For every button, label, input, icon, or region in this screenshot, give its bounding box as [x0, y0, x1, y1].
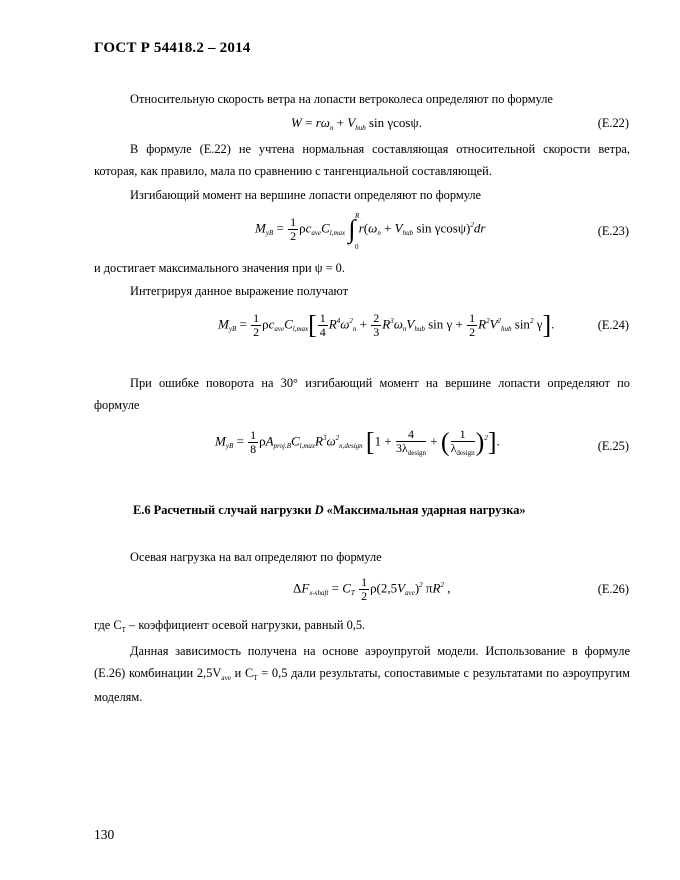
- equation-e22: $W = r\omega_n + V_{hub}$ sin γcosψ.: [291, 115, 422, 132]
- integral-lower-limit: 0: [355, 243, 359, 251]
- page-number: 130: [94, 827, 115, 842]
- aeroelastic-text-b: и C: [231, 666, 254, 680]
- paragraph-axial-load: Осевая нагрузка на вал определяют по формуле: [130, 550, 382, 564]
- paragraph-bending-moment: Изгибающий момент на вершине лопасти определяют по формуле: [130, 188, 482, 202]
- paragraph-yaw-error: При ошибке поворота на 30° изгибающий момент на вершине лопасти определяют по формуле: [94, 376, 630, 412]
- section-heading-letter: D: [314, 503, 324, 517]
- ct-subscript-2: T: [253, 674, 258, 682]
- paragraph-integrating: Интегрируя данное выражение получают: [130, 284, 349, 298]
- equation-number-e22: (Е.22): [597, 116, 629, 130]
- paragraph-formula-note: В формуле (Е.22) не учтена нормальная составляющая относительной скорости ветра, которая, как правило, мала по сравнению с тангенциальной составляющей.: [94, 142, 630, 178]
- equation-number-e25: (Е.25): [597, 439, 629, 453]
- section-heading-e6: [133, 503, 526, 518]
- paragraph-aeroelastic: [94, 640, 630, 708]
- section-heading-suffix: «Максимальная ударная нагрузка»: [323, 503, 526, 517]
- vave-subscript: ave: [221, 674, 231, 682]
- aeroelastic-text-c: = 0,5 дали результаты, сопоставимые с результатами по аэроупругим моделям.: [94, 666, 631, 704]
- equation-e25: $M_{yB}$ = $\frac{1}{8}$ $\rho A_{proj.B}C_{l,max}R^3\omega^2_{n,design}$ [1 + $\frac{4}{3\lambda_{design}}$ + ( $\frac{1}{\lambda_{design}}$ )$^2$].: [215, 427, 500, 457]
- paragraph-ct-definition: [94, 614, 630, 638]
- equation-number-e24: (Е.24): [597, 318, 629, 332]
- ct-text-prefix: где C: [94, 618, 122, 632]
- paragraph-maximum-value: и достигает максимального значения при ψ = 0.: [94, 261, 345, 275]
- section-heading-prefix: Е.6 Расчетный случай нагрузки: [133, 503, 315, 517]
- paragraph-relative-wind-speed: Относительную скорость ветра на лопасти ветроколеса определяют по формуле: [130, 92, 553, 106]
- equation-e26: $\Delta F_{x-shaft} = C_T$ $\frac{1}{2}$ $\rho(2,5V_{ave})^2$ $\pi R^2$ ,: [293, 575, 451, 603]
- integral-upper-limit: R: [355, 212, 360, 220]
- equation-e24: $M_{yB}$ = $\frac{1}{2}$ $\rho c_{ave}C_{l,max}$[ $\frac{1}{4}$ $R^4\omega^2_n$ + $\frac{2}{3}$ $R^3\omega_nV_{hub}$ sin γ + $\frac{1}{2}$ $R^2V^2_{hub}$ $\sin^2 \gamma$].: [218, 310, 555, 340]
- aeroelastic-text-a: Данная зависимость получена на основе аэроупругой модели. Использование в формуле (Е.26) комбинации 2,5V: [94, 644, 630, 680]
- equation-e23: $M_{yB}$ = $\frac{1}{2}$ $\rho c_{ave}C_{l,max}$ ∫ $r(\omega_n + V_{hub}$ sin γcosψ)$^2$dr: [255, 214, 486, 244]
- ct-text-suffix: – коэффициент осевой нагрузки, равный 0,5.: [125, 618, 366, 632]
- equation-number-e26: (Е.26): [597, 582, 629, 596]
- ct-subscript: T: [121, 626, 126, 634]
- equation-number-e23: (Е.23): [597, 224, 629, 238]
- document-header: ГОСТ Р 54418.2 – 2014: [94, 40, 251, 56]
